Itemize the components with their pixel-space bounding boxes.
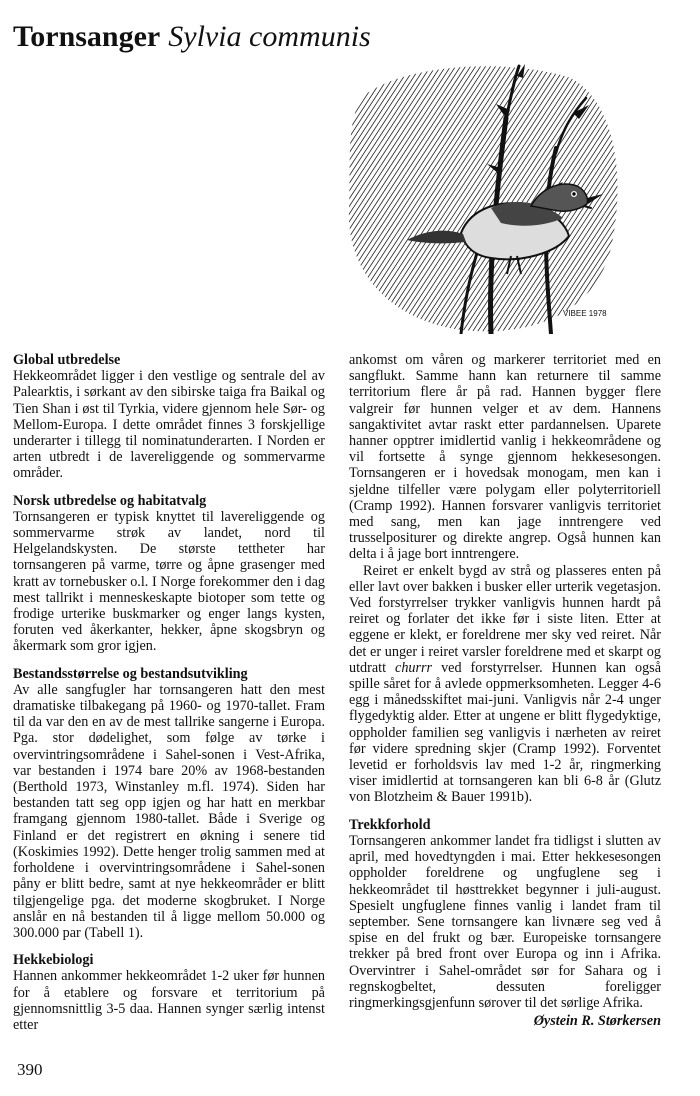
section-norwegian-distribution	[13, 493, 325, 655]
hatch-stroke	[341, 58, 346, 334]
hatch-stroke	[341, 58, 521, 334]
hatch-stroke	[341, 58, 446, 334]
hatch-stroke	[436, 58, 616, 334]
hatch-stroke	[341, 58, 436, 334]
hatch-stroke	[616, 58, 621, 334]
hatch-stroke	[341, 58, 416, 334]
species-latin-name: Sylvia communis	[168, 20, 371, 53]
section-text: Tornsangeren er typisk knyttet til lavereliggende og sommervarme strøk av landet, nord til Helgelandskysten. De største tettheter har tornsangeren på varme, tørre og åpne grasenger med kratt av tornebusker o.l. I Norge forekommer den i dag mest tallrikt i menneskeskapte biotoper som tette og frodige urterike buskmarker og enger langs kysten, foruten ved åkerkanter, hekker, åpne skogsbryn og åkermark som gror igjen.	[13, 508, 325, 655]
hatch-stroke	[351, 58, 531, 334]
page-number: 390	[17, 1060, 43, 1079]
hatch-stroke	[341, 58, 356, 334]
hatch-stroke	[371, 58, 551, 334]
hatch-stroke	[381, 58, 561, 334]
section-text	[349, 563, 661, 806]
right-column	[349, 352, 661, 1040]
bird-illustration	[341, 58, 621, 334]
call-word: churrr	[395, 659, 433, 676]
hatch-stroke	[361, 58, 541, 334]
section-text: ankomst om våren og markerer territoriet med en sangflukt. Samme hann kan returnere til samme territorium flere år på rad. Hannen bygger flere valgreir før hunnen velger et av dem. Hannens sangaktivitet avtar raskt etter pardannelsen. Uparete hanner opptrer imidlertid vanlig i hekkeområdene og vil fortsette å synge gjennom hekkesesongen. Tornsangeren er i hovedsak monogam, men kan i sjeldne tilfeller være polygam eller polyterritoriell (Cramp 1992). Hannen forsvarer vanligvis territoriet med sang, men kan jage inntrengere ved trusselpositurer og direkte angrep. Også hunnen kan delta i å jage bort inntrengere.	[349, 352, 661, 563]
hatch-stroke	[341, 58, 466, 334]
hatch-stroke	[341, 58, 366, 334]
section-breeding-biology-continued	[349, 352, 661, 806]
section-heading: Bestandsstørrelse og bestandsutvikling	[13, 665, 248, 682]
section-global-distribution	[13, 352, 325, 482]
hatch-stroke	[366, 58, 546, 334]
nest-text: Reiret er enkelt bygd av strå og plasseres enten på eller lavt over bakken i busker eller urterik vegetasjon. Ved forstyrrelser trykker vanligvis hunnen hardt på reiret og forlater det ikke før i siste liten. Etter at eggene er klekt, er foreldrene mer sky ved reiret. Når det er unger i reiret varsler foreldrene med et skarpt og utdratt	[349, 562, 661, 676]
section-text: Tornsangeren ankommer landet fra tidligst i slutten av april, med hovedtyngden i mai. Etter hekkesesongen oppholder foreldrene og ungfuglene seg i hekkeområdet til høsttrekket begynner i juli-august. Spesielt ungfuglene finnes vanlig i landet fram til september. Sene tornsangere kan livnære seg ved å spise en del frukt og bær. Europeiske tornsangere trekker på bred front over Europa og inn i Afrika. Overvintrer i Sahel-området sør for Sahara og i regnskogbeltet, dessuten foreligger ringmerkingsgjenfunn sørover til det sørlige Afrika.	[349, 832, 661, 1011]
nest-text-continued: ved forstyrrelser. Hunnen kan også spille såret for å avlede oppmerksomheten. Legger 4-6 egg i månedsskiftet mai-juni. Vanligvis når 2-4 unger flygedyktig alder. Etter at ungene er blitt flygedyktige, oppholder familien seg vanligvis i nærheten av reiret før videre spredning skjer (Cramp 1992). Forventet levetid er forholdsvis lav med 1-2 år, ringmerking viser imidlertid at tornsangeren kan bli 6-8 år (Glutz von Blotzheim & Bauer 1991b).	[349, 659, 661, 806]
section-text: Hannen ankommer hekkeområdet 1-2 uker før hunnen for å etablere og forsvare et territorium på gjennomsnittlig 3-5 daa. Hannen synger særlig intenst etter	[13, 968, 325, 1033]
section-text: Hekkeområdet ligger i den vestlige og sentrale del av Palearktis, i sørkant av den sibirske taiga fra Baikal og Tien Shan i øst til Tyrkia, videre gjennom hele Sør- og Mellom-Europa. I dette området finnes 3 forskjellige underarter i tillegg til nominatunderarten. I Norden er arten utbredt i de lavereliggende og sommervarme områder.	[13, 368, 325, 482]
species-common-name: Tornsanger	[13, 20, 161, 53]
hatch-stroke	[341, 58, 351, 334]
left-column	[13, 352, 325, 1044]
section-population	[13, 666, 325, 941]
section-breeding-biology	[13, 952, 325, 1033]
artist-signature: VIBEE 1978	[563, 309, 607, 318]
section-heading: Trekkforhold	[349, 816, 431, 833]
author-name: Øystein R. Størkersen	[533, 1013, 661, 1030]
section-text: Av alle sangfugler har tornsangeren hatt den mest dramatiske tilbakegang på 1960- og 1970-tallet. Fram til da var den en av de mest tallrike sangerne i Europa. Pga. stor dødelighet, som følge av tørke i overvintringsområdene i Sahel-sonen i Vest-Afrika, var bestanden i 1974 bare 20% av 1968-bestanden (Berthold 1973, Winstanley m.fl. 1974). Siden har bestanden tatt seg opp igjen og har hatt en merkbar framgang gjennom 1980-tallet. Både i Sverige og Finland er det registrert en økning i senere tid (Koskimies 1992). Dette henger trolig sammen med at forholdene i overvintringsområdene i Sahel-sonen påny er blitt bedre, samt at nye hekkeområder er blitt tilgjengelige pga. det moderne skogbruket. I Norge anslår en nå bestanden til å ligge mellom 50.000 og 300.000 par (Tabell 1).	[13, 681, 325, 941]
section-heading: Hekkebiologi	[13, 952, 94, 969]
section-heading: Global utbredelse	[13, 352, 121, 368]
hatch-stroke	[606, 58, 621, 334]
section-heading: Norsk utbredelse og habitatvalg	[13, 492, 207, 509]
section-migration	[349, 817, 661, 1030]
hatch-stroke	[446, 58, 621, 334]
page-title	[13, 20, 371, 54]
